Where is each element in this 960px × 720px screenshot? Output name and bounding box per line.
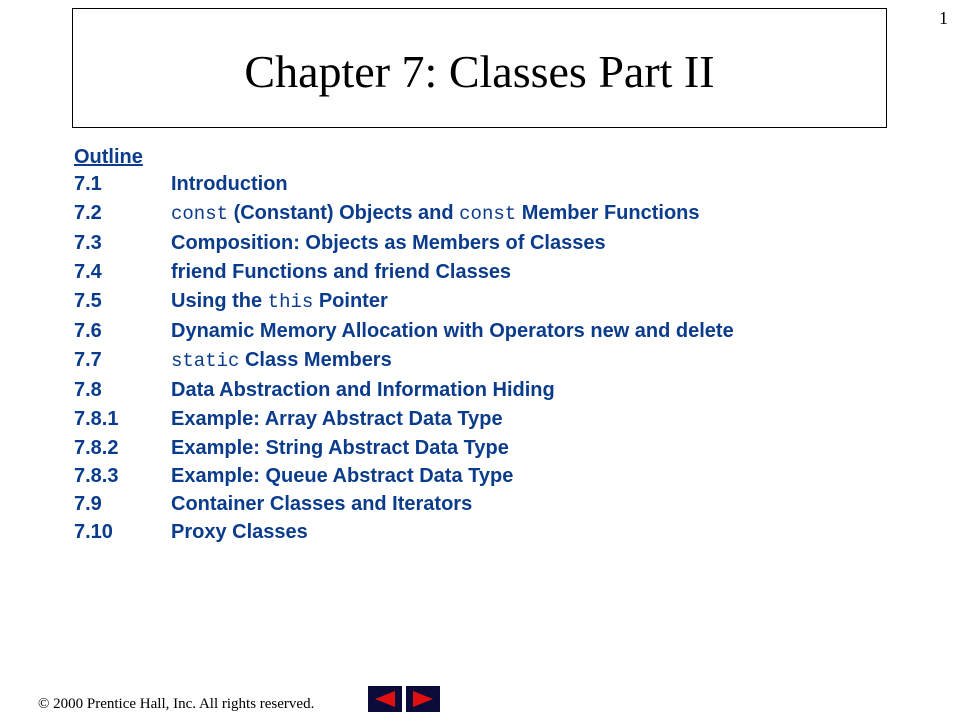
outline-item-number: 7.1 bbox=[74, 173, 102, 195]
outline-item bbox=[74, 229, 914, 258]
copyright-footer: © 2000 Prentice Hall, Inc. All rights reserved. bbox=[38, 696, 315, 712]
code-keyword: this bbox=[267, 291, 314, 313]
outline-item-text bbox=[171, 258, 511, 287]
outline-item-number: 7.8 bbox=[74, 379, 102, 401]
outline-item-text bbox=[171, 229, 606, 258]
outline-heading: Outline bbox=[74, 146, 143, 168]
outline-item bbox=[74, 490, 914, 518]
outline-item-text bbox=[171, 317, 734, 346]
next-slide-button[interactable] bbox=[406, 686, 440, 712]
outline-item-text bbox=[171, 199, 700, 229]
outline-item bbox=[74, 317, 914, 346]
outline-item bbox=[74, 376, 914, 405]
outline-item-text-part: Dynamic Memory Allocation with Operators new and delete bbox=[171, 320, 734, 342]
outline-item-text-part: Container Classes and Iterators bbox=[171, 493, 473, 515]
previous-arrow-icon bbox=[373, 690, 397, 708]
page-number: 1 bbox=[939, 8, 948, 28]
slide-navigation bbox=[368, 686, 440, 712]
outline-item-number: 7.5 bbox=[74, 290, 102, 312]
outline-item-text-part: Example: String Abstract Data Type bbox=[171, 437, 509, 459]
outline-item-number: 7.6 bbox=[74, 320, 102, 342]
outline-item bbox=[74, 199, 914, 229]
outline-item-number: 7.10 bbox=[74, 521, 113, 543]
outline-item-text bbox=[171, 434, 509, 462]
outline bbox=[74, 144, 914, 546]
outline-item-number: 7.7 bbox=[74, 349, 102, 371]
page-title: Chapter 7: Classes Part II bbox=[244, 45, 715, 97]
outline-item-text bbox=[171, 405, 503, 434]
outline-item-text-part: friend Functions and friend Classes bbox=[171, 261, 512, 283]
code-keyword: const bbox=[171, 203, 229, 225]
outline-item bbox=[74, 518, 914, 546]
outline-item bbox=[74, 434, 914, 462]
code-keyword: const bbox=[459, 203, 517, 225]
outline-item-number: 7.2 bbox=[74, 202, 102, 224]
outline-item-number: 7.8.2 bbox=[74, 437, 119, 459]
outline-item bbox=[74, 287, 914, 317]
outline-item bbox=[74, 462, 914, 490]
outline-item-number: 7.4 bbox=[74, 261, 102, 283]
outline-item-text-part: Introduction bbox=[171, 173, 288, 195]
outline-item-text-part: Example: Queue Abstract Data Type bbox=[171, 465, 514, 487]
outline-item-text bbox=[171, 490, 472, 518]
next-arrow-icon bbox=[411, 690, 435, 708]
outline-item bbox=[74, 346, 914, 376]
outline-item-text bbox=[171, 518, 308, 546]
outline-item bbox=[74, 170, 914, 199]
outline-item-text bbox=[171, 170, 288, 199]
outline-item bbox=[74, 258, 914, 287]
outline-item-number: 7.8.3 bbox=[74, 465, 119, 487]
title-box bbox=[72, 8, 887, 128]
outline-item-text-part: Composition: Objects as Members of Classes bbox=[171, 232, 606, 254]
outline-item-text-part: Data Abstraction and Information Hiding bbox=[171, 379, 555, 401]
outline-item-text-part: Member Functions bbox=[516, 202, 700, 224]
outline-item-text-part: Class Members bbox=[239, 349, 392, 371]
outline-item-text bbox=[171, 376, 555, 405]
previous-slide-button[interactable] bbox=[368, 686, 402, 712]
outline-item-number: 7.9 bbox=[74, 493, 102, 515]
outline-item-text-part: Using the bbox=[171, 290, 268, 312]
outline-item-text bbox=[171, 287, 388, 317]
outline-item bbox=[74, 405, 914, 434]
outline-item-text-part: Proxy Classes bbox=[171, 521, 308, 543]
outline-item-number: 7.3 bbox=[74, 232, 102, 254]
outline-item-text bbox=[171, 462, 513, 490]
outline-item-number: 7.8.1 bbox=[74, 408, 119, 430]
code-keyword: static bbox=[171, 350, 240, 372]
outline-item-text-part: Example: Array Abstract Data Type bbox=[171, 408, 503, 430]
outline-item-text bbox=[171, 346, 392, 376]
outline-item-text-part: Pointer bbox=[313, 290, 388, 312]
outline-list bbox=[74, 170, 914, 546]
outline-item-text-part: (Constant) Objects and bbox=[228, 202, 460, 224]
